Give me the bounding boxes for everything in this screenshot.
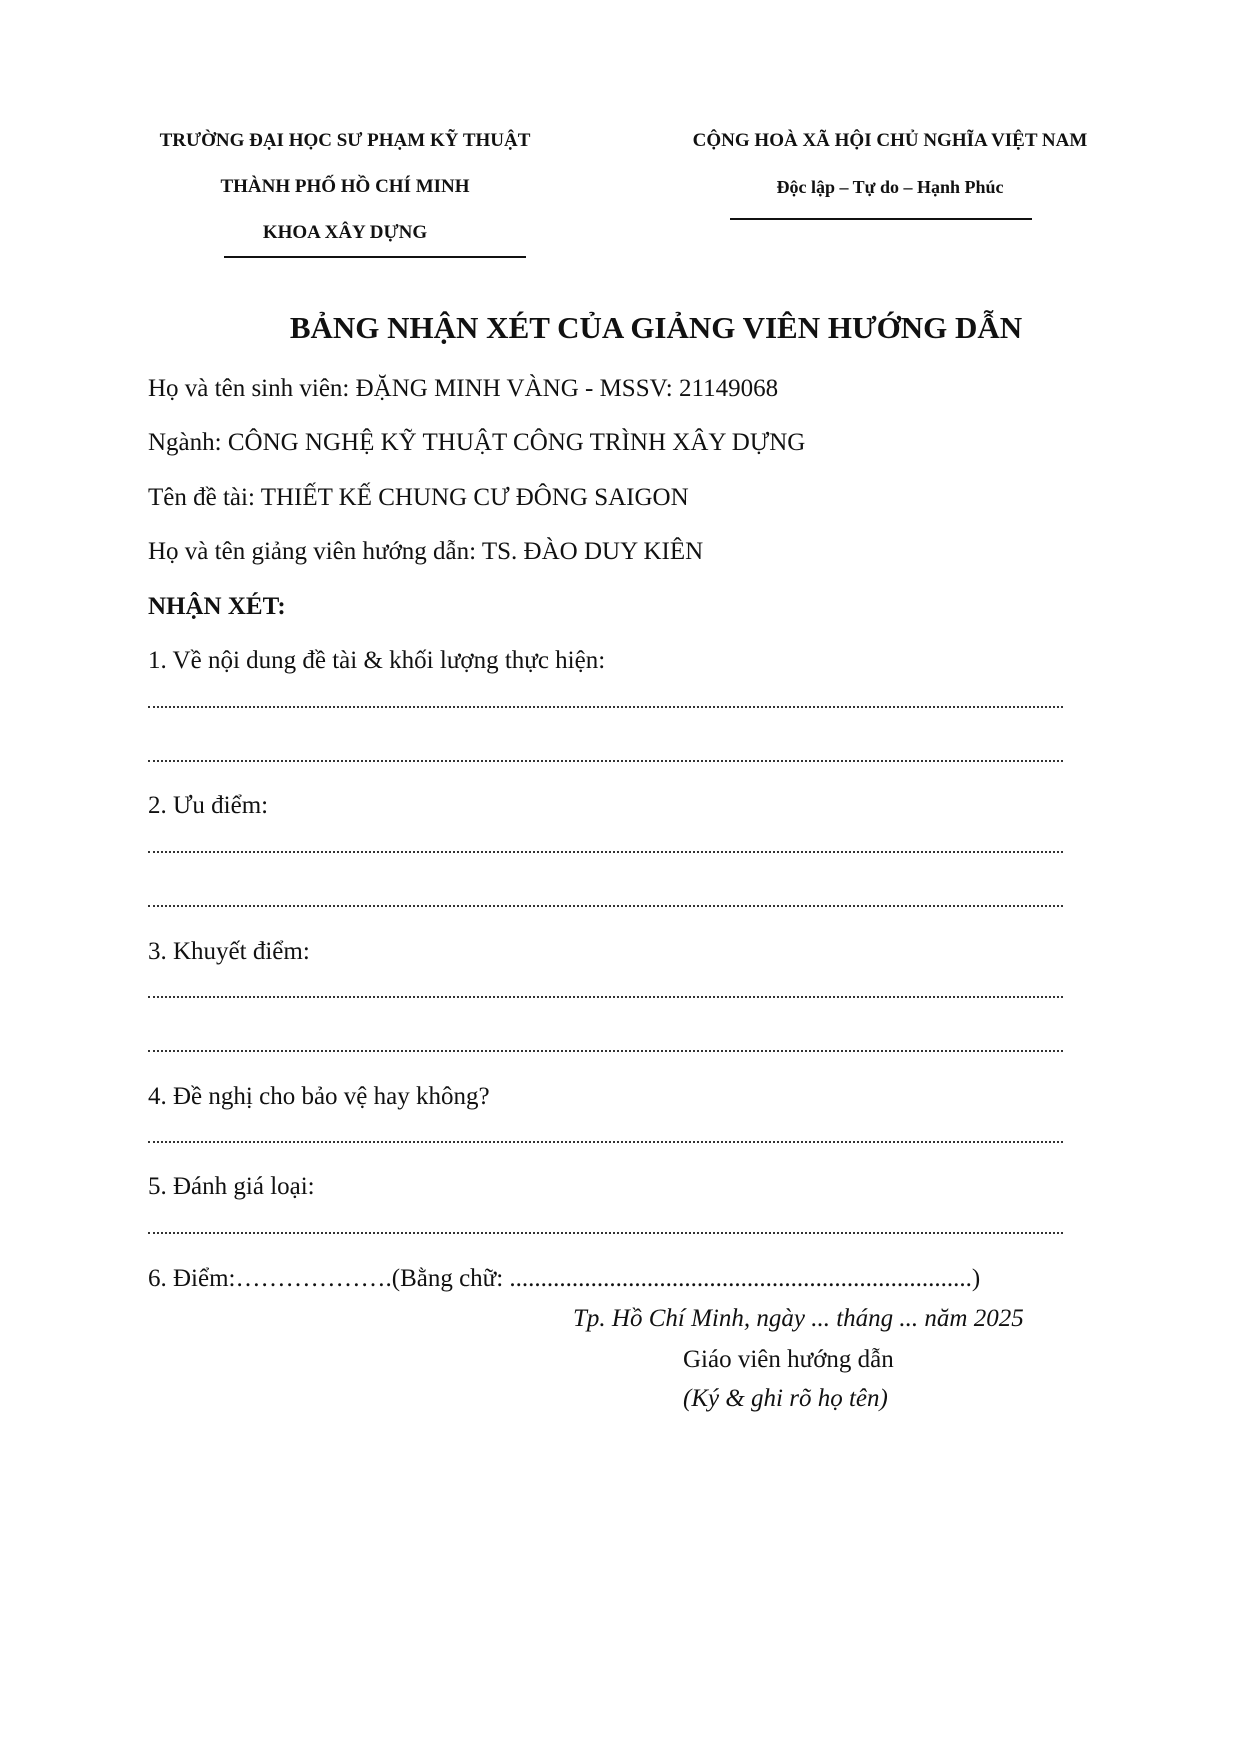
answer-line[interactable]: [148, 851, 1063, 853]
advisor-info: Họ và tên giảng viên hướng dẫn: TS. ĐÀO DUY KIÊN: [148, 538, 704, 565]
answer-line[interactable]: [148, 905, 1063, 907]
faculty-name: KHOA XÂY DỰNG: [262, 222, 428, 243]
answer-line[interactable]: [148, 1050, 1063, 1052]
section-strengths: 2. Ưu điểm:: [148, 792, 269, 819]
school-name: TRƯỜNG ĐẠI HỌC SƯ PHẠM KỸ THUẬT: [159, 130, 531, 151]
national-name: CỘNG HOÀ XÃ HỘI CHỦ NGHĨA VIỆT NAM: [692, 130, 1088, 151]
section-content: 1. Về nội dung đề tài & khối lượng thực hiện:: [148, 647, 606, 674]
section-score[interactable]: 6. Điểm:……………….(Bằng chữ: ..........................................................................): [148, 1265, 981, 1292]
section-weaknesses: 3. Khuyết điểm:: [148, 938, 310, 965]
major-info: Ngành: CÔNG NGHỆ KỸ THUẬT CÔNG TRÌNH XÂY DỰNG: [148, 429, 806, 456]
national-header-divider: [730, 218, 1032, 220]
national-header: [650, 118, 1130, 210]
answer-line[interactable]: [148, 760, 1063, 762]
document-title: BẢNG NHẬN XÉT CỦA GIẢNG VIÊN HƯỚNG DẪN: [289, 310, 1023, 345]
answer-line[interactable]: [148, 1232, 1063, 1234]
answer-line[interactable]: [148, 996, 1063, 998]
section-grade-class: 5. Đánh giá loại:: [148, 1173, 315, 1200]
place-date: Tp. Hồ Chí Minh, ngày ... tháng ... năm 2025: [573, 1305, 1024, 1332]
school-header-divider: [224, 256, 526, 258]
signer-role: Giáo viên hướng dẫn: [683, 1346, 894, 1373]
student-info: Họ và tên sinh viên: ĐẶNG MINH VÀNG - MSSV: 21149068: [148, 375, 779, 402]
answer-line[interactable]: [148, 706, 1063, 708]
school-header: [130, 118, 560, 256]
topic-info: Tên đề tài: THIẾT KẾ CHUNG CƯ ĐÔNG SAIGON: [148, 484, 689, 511]
answer-line[interactable]: [148, 1141, 1063, 1143]
section-defense-recommendation: 4. Đề nghị cho bảo vệ hay không?: [148, 1083, 490, 1110]
comments-heading: NHẬN XÉT:: [148, 593, 286, 620]
school-city: THÀNH PHỐ HỒ CHÍ MINH: [220, 176, 470, 197]
signature-note: (Ký & ghi rõ họ tên): [683, 1385, 888, 1412]
national-motto: Độc lập – Tự do – Hạnh Phúc: [776, 177, 1004, 197]
